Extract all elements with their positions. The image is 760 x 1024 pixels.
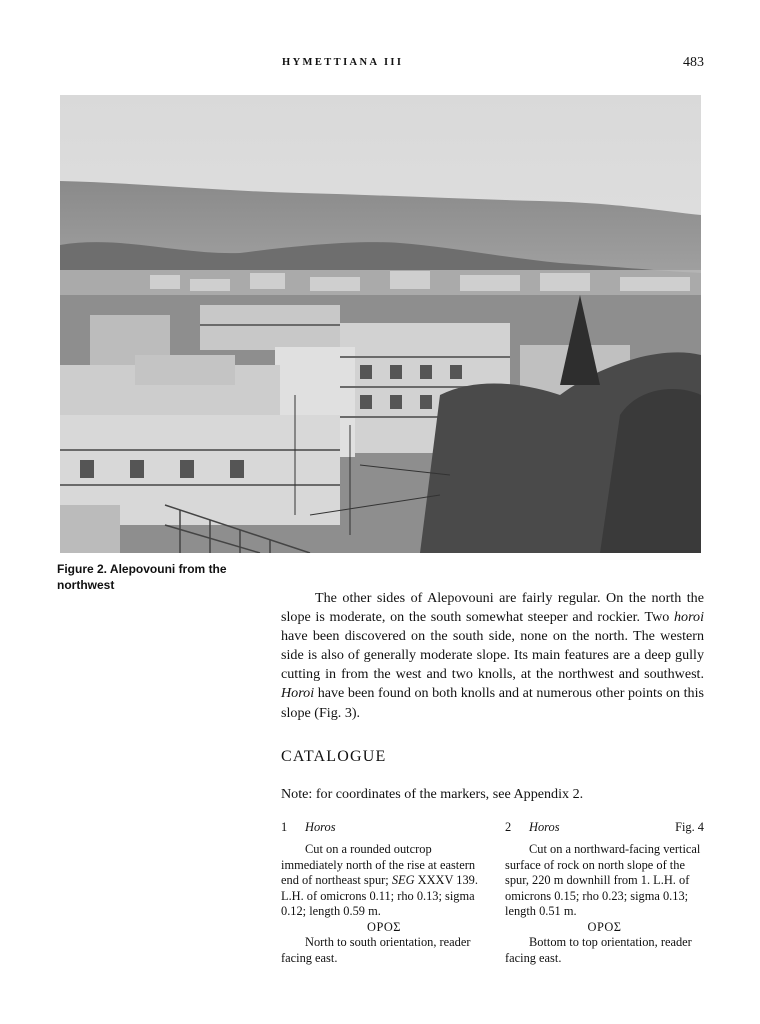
figure-photo	[60, 95, 701, 553]
entry-desc-italic: SEG	[391, 873, 415, 887]
entry-number: 1	[281, 820, 288, 834]
entry-desc-part: Cut on a rounded outcrop immediately north of the rise at eastern end of northeast spur;	[281, 842, 476, 887]
body-text-part: have been discovered on the south side, none on the north. The western side is also of generally moderate slope. Its main features are a deep gully cutting in from the west and two knolls, at the northwest and southwest.	[281, 628, 704, 683]
catalogue-entry-2	[505, 820, 704, 966]
page-number: 483	[683, 55, 704, 70]
body-paragraph	[281, 589, 704, 723]
entry-head	[505, 820, 704, 838]
body-text-part: have been found on both knolls and at numerous other points on this slope (Fig. 3).	[281, 685, 704, 721]
catalogue-note: Note: for coordinates of the markers, see Appendix 2.	[281, 786, 584, 802]
entry-description: Cut on a northward-facing vertical surface of rock on north slope of the spur, 220 m downhill from 1. L.H. of omicrons 0.15; rho 0.23; sigma 0.13; length 0.51 m.	[505, 842, 701, 918]
entry-inscription: ΟΡΟΣ	[587, 919, 622, 934]
section-heading: CATALOGUE	[281, 748, 387, 765]
entry-number: 2	[505, 820, 512, 834]
entry-head	[281, 820, 487, 838]
entry-orientation: North to south orientation, reader facing east.	[281, 935, 471, 965]
catalogue-entry-1	[281, 820, 487, 966]
running-head	[0, 57, 760, 71]
entry-title: Horos	[305, 820, 336, 834]
rooftop-tank	[60, 505, 120, 553]
entry-orientation: Bottom to top orientation, reader facing east.	[505, 935, 692, 965]
entry-inscription: ΟΡΟΣ	[367, 919, 401, 934]
entry-description	[281, 842, 487, 920]
running-title: HYMETTIANA III	[282, 57, 404, 68]
body-italic-term: Horoi	[281, 685, 315, 702]
body-italic-term: horoi	[673, 609, 704, 626]
landscape-photo	[60, 95, 701, 553]
entry-title: Horos	[529, 820, 560, 834]
body-text-part: The other sides of Alepovouni are fairly regular. On the north the slope is moderate, on the south somewhat steeper and rockier. Two	[281, 590, 704, 626]
figure-caption: Figure 2. Alepovouni from the northwest	[57, 562, 227, 592]
entry-figure-ref: Fig. 4	[675, 820, 704, 834]
entry-desc-part: XXXV 139. L.H. of omicrons 0.11; rho 0.13; sigma 0.12; length 0.59 m.	[281, 873, 478, 918]
